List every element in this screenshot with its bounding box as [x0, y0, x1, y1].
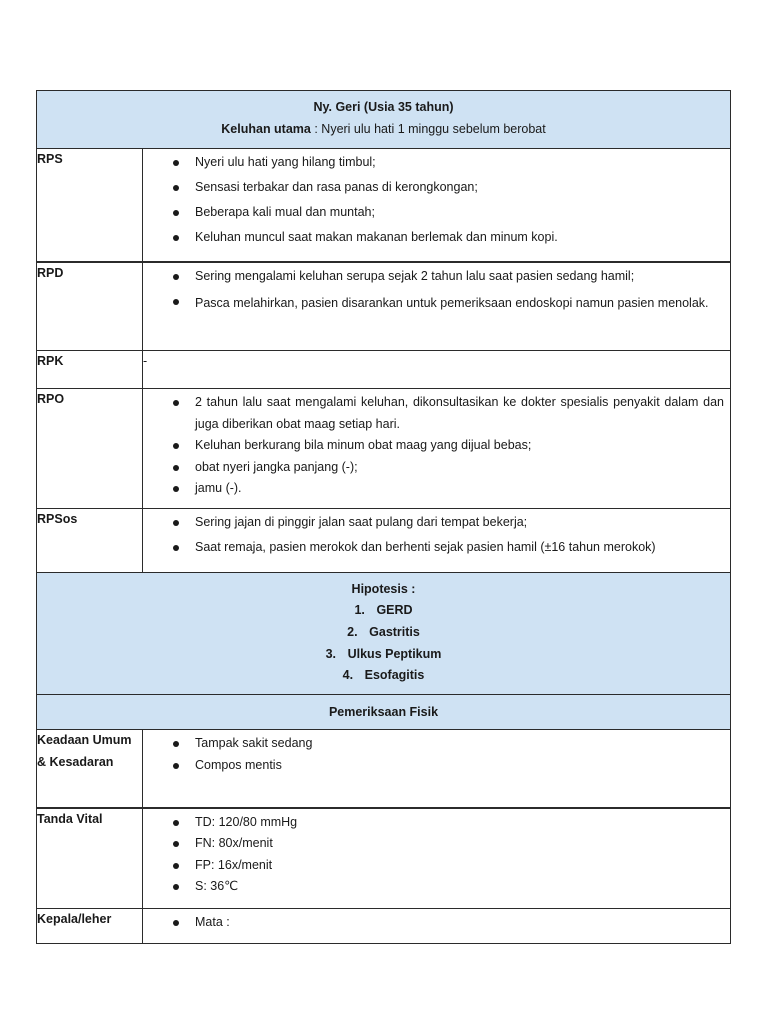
chief-complaint: [37, 118, 730, 140]
rpsos-row: [37, 509, 731, 573]
list-item: Sensasi terbakar dan rasa panas di kerongkongan;: [143, 177, 724, 199]
rps-row: [37, 149, 731, 262]
list-item: [37, 622, 730, 644]
list-item: Pasca melahirkan, pasien disarankan untuk pemeriksaan endoskopi namun pasien menolak.: [143, 291, 724, 316]
hypothesis-row: [37, 573, 731, 695]
list-item: Sering mengalami keluhan serupa sejak 2 tahun lalu saat pasien sedang hamil;: [143, 266, 724, 288]
rps-content: [143, 149, 731, 262]
rps-label: RPS: [37, 149, 143, 262]
rpk-value: -: [143, 351, 731, 389]
list-item: 2 tahun lalu saat mengalami keluhan, dikonsultasikan ke dokter spesialis penyakit dalam dan juga diberikan obat maag setiap hari.: [143, 392, 724, 435]
hypothesis-text: Ulkus Peptikum: [347, 646, 442, 661]
rpk-label: RPK: [37, 351, 143, 389]
general-state-content: [143, 730, 731, 808]
rpd-label: RPD: [37, 262, 143, 351]
rpd-content: [143, 262, 731, 351]
list-item: S: 36℃: [143, 876, 724, 898]
hypothesis-text: Gastritis: [369, 624, 420, 639]
rpsos-list: [143, 509, 730, 568]
vital-signs-list: [143, 809, 730, 904]
patient-header-cell: [37, 91, 731, 149]
physical-exam-header-row: [37, 695, 731, 730]
list-item: Mata :: [143, 912, 724, 934]
rpk-row: [37, 351, 731, 389]
physical-exam-title: Pemeriksaan Fisik: [37, 695, 731, 730]
general-state-label: Keadaan Umum & Kesadaran: [37, 730, 143, 808]
list-item: [37, 644, 730, 666]
list-item: Tampak sakit sedang: [143, 733, 724, 755]
list-item: jamu (-).: [143, 478, 724, 500]
head-neck-label: Kepala/leher: [37, 909, 143, 944]
list-item: Saat remaja, pasien merokok dan berhenti sejak pasien hamil (±16 tahun merokok): [143, 537, 724, 559]
patient-name: Ny. Geri (Usia 35 tahun): [313, 100, 454, 114]
list-item: FN: 80x/menit: [143, 833, 724, 855]
hypothesis-number: 3.: [325, 646, 337, 661]
head-neck-content: [143, 909, 731, 944]
rpd-list: [143, 263, 730, 326]
head-neck-list: [143, 909, 730, 940]
rps-list: [143, 149, 730, 258]
vital-signs-label: Tanda Vital: [37, 808, 143, 909]
list-item: Beberapa kali mual dan muntah;: [143, 202, 724, 224]
list-item: FP: 16x/menit: [143, 855, 724, 877]
rpsos-label: RPSos: [37, 509, 143, 573]
list-item: Keluhan muncul saat makan makanan berlemak dan minum kopi.: [143, 227, 724, 249]
list-item: Nyeri ulu hati yang hilang timbul;: [143, 152, 724, 174]
general-state-list: [143, 730, 730, 782]
rpo-row: [37, 389, 731, 509]
anamnesis-table: [36, 90, 731, 944]
chief-complaint-label: Keluhan utama: [221, 122, 311, 136]
list-item: [37, 600, 730, 622]
head-neck-row: [37, 909, 731, 944]
vital-signs-content: [143, 808, 731, 909]
hypothesis-title: Hipotesis :: [351, 582, 416, 596]
rpsos-content: [143, 509, 731, 573]
list-item: TD: 120/80 mmHg: [143, 812, 724, 834]
list-item: Sering jajan di pinggir jalan saat pulang dari tempat bekerja;: [143, 512, 724, 534]
patient-header-row: [37, 91, 731, 149]
list-item: Compos mentis: [143, 755, 724, 777]
list-item: obat nyeri jangka panjang (-);: [143, 457, 724, 479]
list-item: [37, 665, 730, 687]
vital-signs-row: [37, 808, 731, 909]
hypothesis-number: 1.: [354, 603, 365, 617]
chief-complaint-text: : Nyeri ulu hati 1 minggu sebelum berobat: [310, 122, 546, 136]
rpo-content: [143, 389, 731, 509]
hypothesis-list: [37, 600, 730, 687]
rpd-row: [37, 262, 731, 351]
rpo-list: [143, 389, 730, 506]
hypothesis-cell: [37, 573, 731, 695]
hypothesis-text: Esofagitis: [364, 668, 425, 683]
hypothesis-number: 4.: [342, 668, 354, 683]
rpo-label: RPO: [37, 389, 143, 509]
hypothesis-number: 2.: [347, 624, 358, 639]
list-item: Keluhan berkurang bila minum obat maag yang dijual bebas;: [143, 435, 724, 457]
general-state-row: [37, 730, 731, 808]
hypothesis-text: GERD: [376, 603, 413, 617]
